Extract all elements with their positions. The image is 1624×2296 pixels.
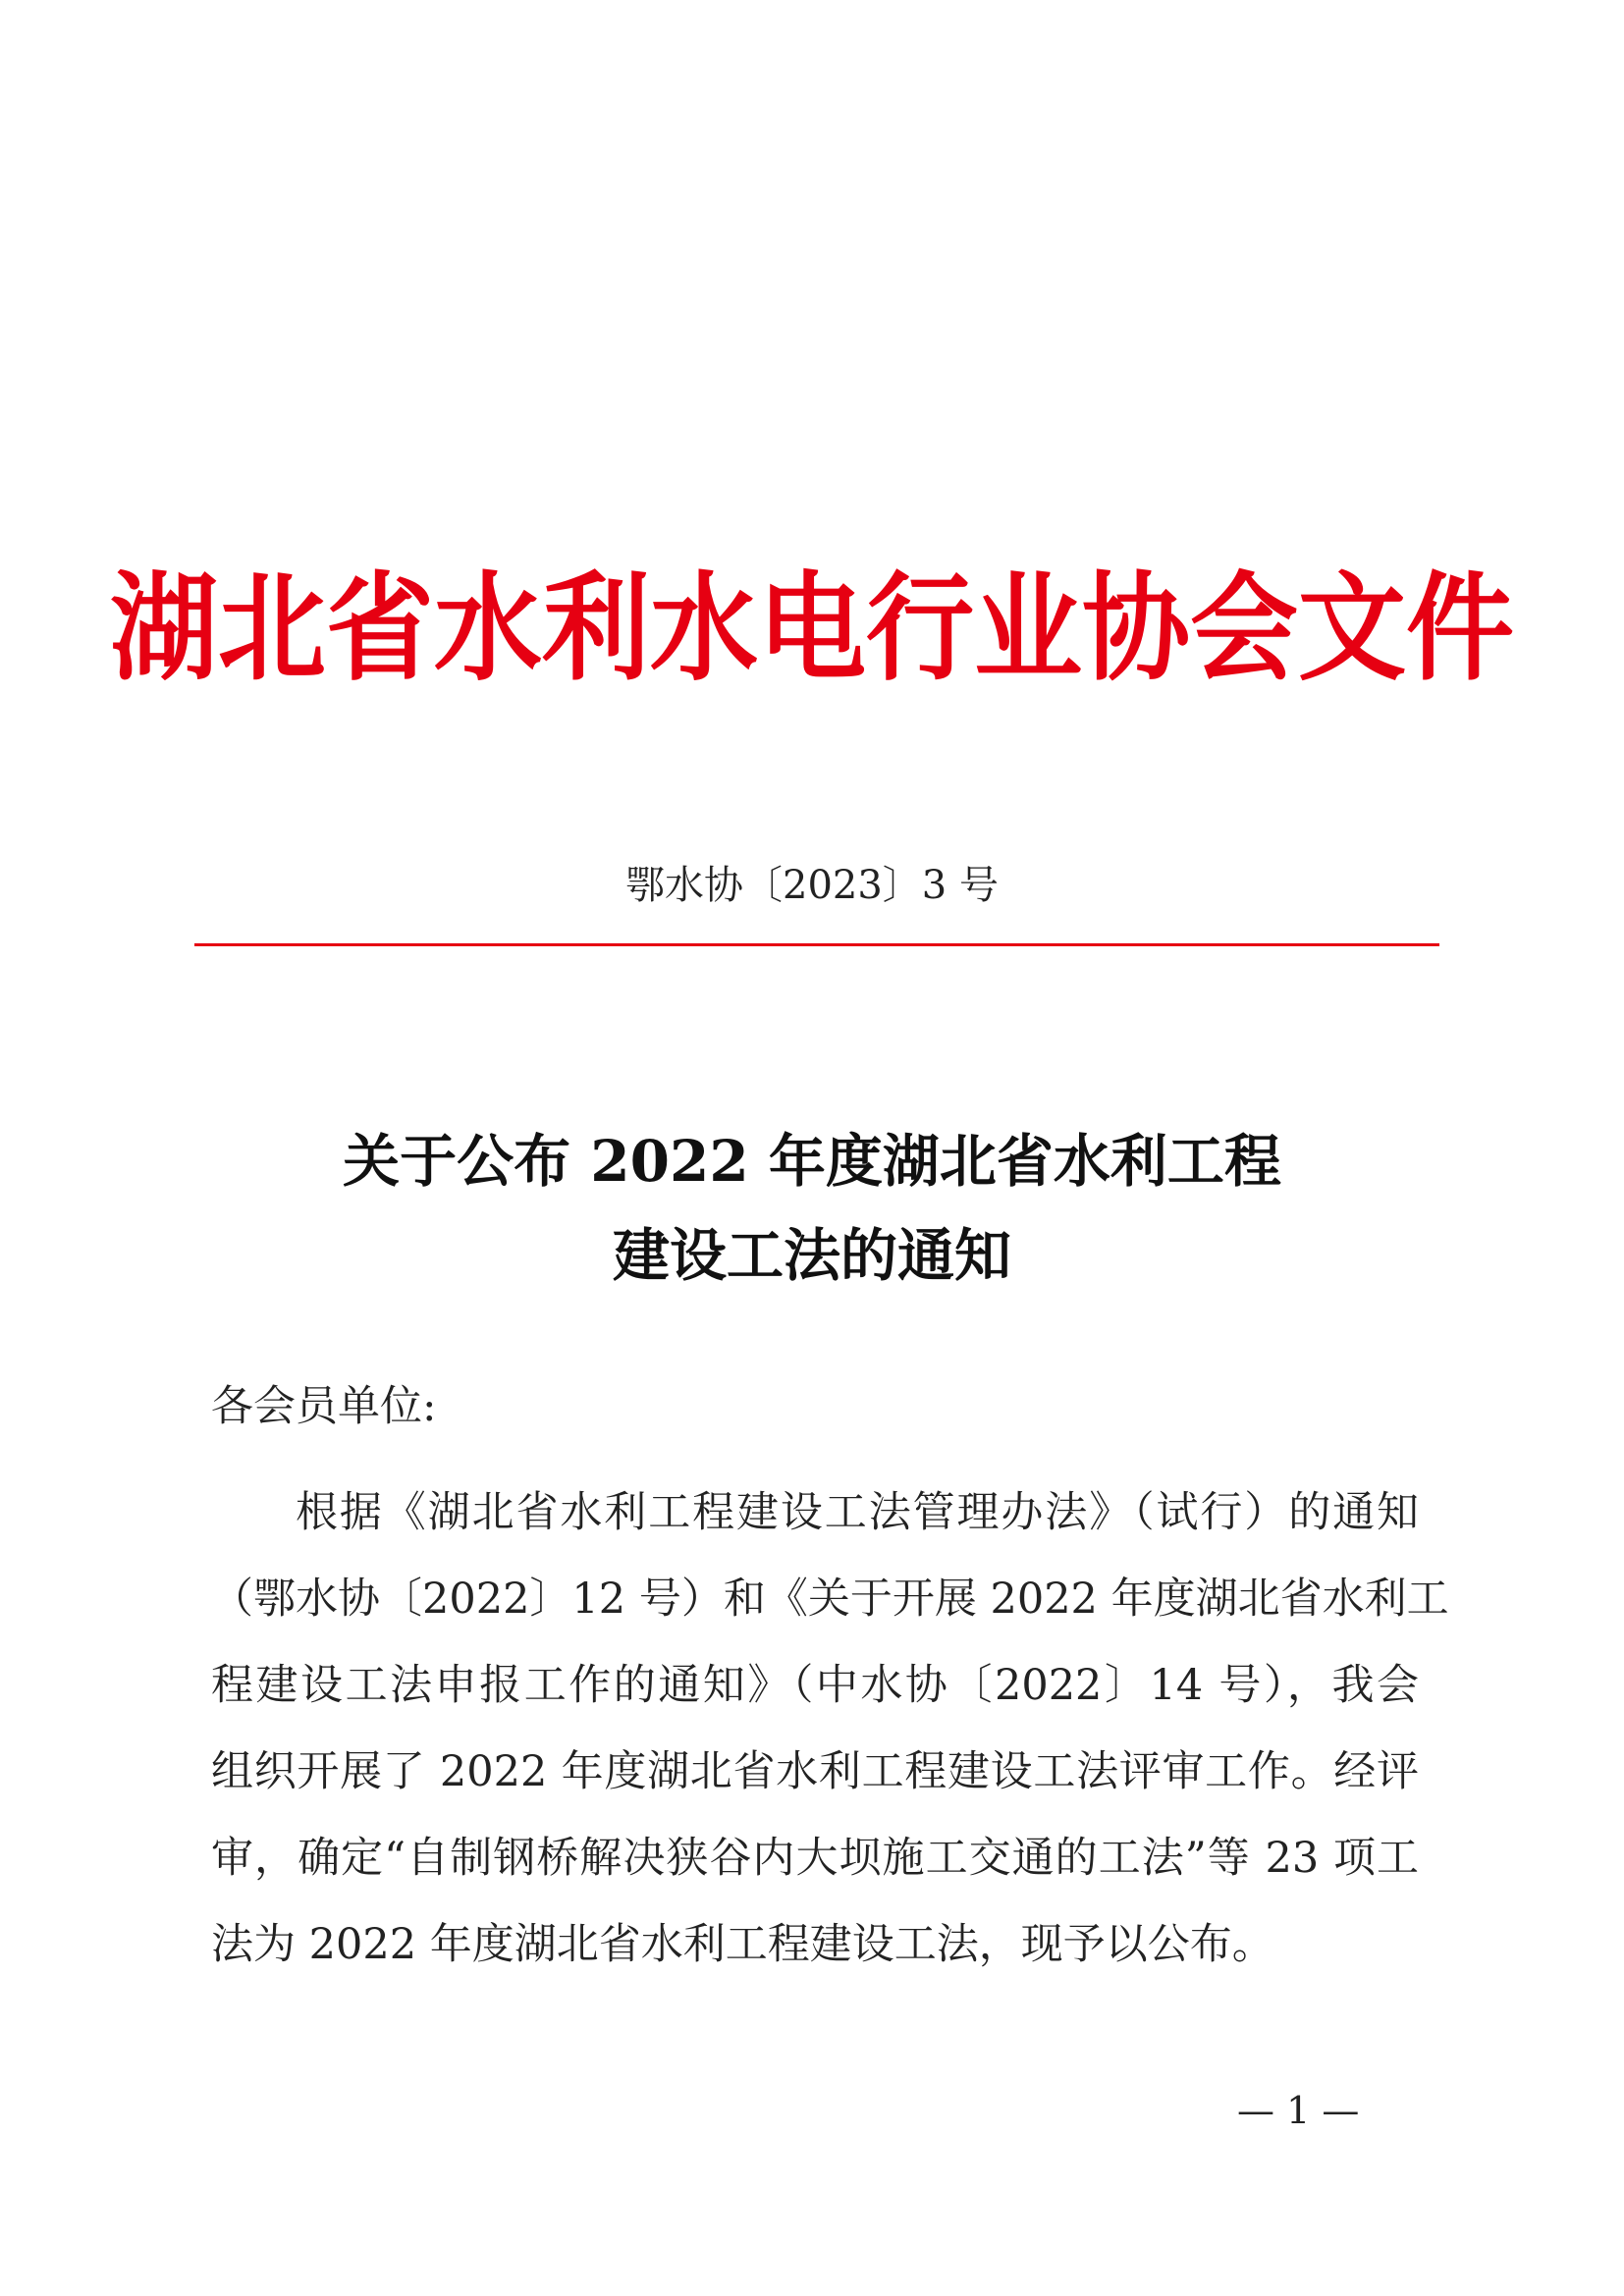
body-line: 根据《湖北省水利工程建设工法管理办法》（试行）的通知 — [296, 1488, 1419, 1537]
body-line: 组织开展了 2022 年度湖北省水利工程建设工法评审工作。经评 — [211, 1747, 1419, 1796]
body-line: （鄂水协〔2022〕12 号）和《关于开展 2022 年度湖北省水利工 — [211, 1575, 1449, 1624]
body-paragraph — [211, 1469, 1449, 1988]
page-number: — 1 — — [1237, 2089, 1360, 2132]
salutation: 各会员单位: — [211, 1382, 437, 1431]
notice-title-line-2: 建设工法的通知 — [612, 1222, 1011, 1289]
document-number: 鄂水协〔2023〕3 号 — [625, 863, 999, 908]
notice-title — [0, 1114, 1624, 1303]
body-line: 法为 2022 年度湖北省水利工程建设工法，现予以公布。 — [211, 1920, 1274, 1969]
masthead-title: 湖北省水利水电行业协会文件 — [110, 560, 1514, 697]
body-line: 审，确定“自制钢桥解决狭谷内大坝施工交通的工法”等 23 项工 — [211, 1834, 1419, 1883]
notice-title-line-1: 关于公布 2022 年度湖北省水利工程 — [343, 1128, 1281, 1195]
body-line: 程建设工法申报工作的通知》（中水协〔2022〕14 号），我会 — [211, 1661, 1419, 1710]
red-divider-rule — [194, 943, 1439, 946]
